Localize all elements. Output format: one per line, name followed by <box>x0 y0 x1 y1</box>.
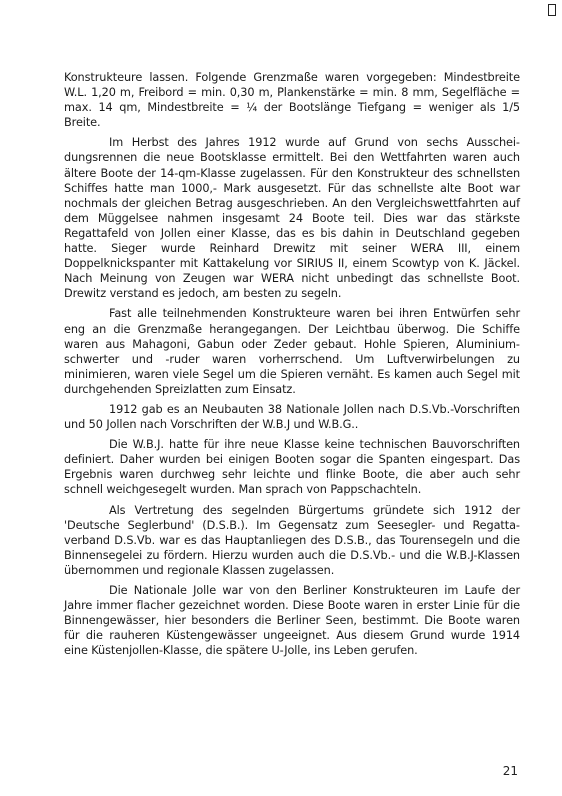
paragraph-3: Fast alle teilnehmenden Konstrukteure waren bei ihren Entwürfen sehr eng an die Grenzmaße herangegangen. Der Leichtbau überwog. Die Schiffe waren aus Mahagoni, Gabun oder Zeder gebaut. Hohle Spieren, Aluminiumschwerter und -ruder waren vorherrschend. Um Luftverwirbelungen zu minimieren, waren viele Segel um die Spieren vernäht. Es kamen auch Segel mit durchgehenden Spreizlatten zum Einsatz. <box>64 307 520 396</box>
page-number: 21 <box>502 764 518 778</box>
paragraph-7: Die Nationale Jolle war von den Berliner Konstrukteuren im Laufe der Jahre immer flacher gezeichnet worden. Diese Boote waren in erster Linie für die Binnengewässer, hier besonders die Berliner Seen, bestimmt. Die Boote waren für die rauheren Küstengewässer ungeeignet. Aus diesem Grund wurde 1914 eine Küstenjollen-Klasse, die spätere U-Jolle, ins Leben gerufen. <box>64 584 520 658</box>
scan-corner-mark <box>548 4 556 16</box>
paragraph-6: Als Vertretung des segelnden Bürgertums gründete sich 1912 der 'Deutsche Seglerbund' (D.S.B.). Im Gegensatz zum Seesegler- und Regattaverband D.S.Vb. war es das Hauptanliegen des D.S.B., das Tourensegeln und die Binnensegelei zu fördern. Hierzu wurden auch die D.S.Vb.- und die W.B.J-Klassen übernommen und regionale Klassen zugelassen. <box>64 503 520 577</box>
paragraph-4: 1912 gab es an Neubauten 38 Nationale Jollen nach D.S.Vb.-Vorschriften und 50 Jollen nach Vorschriften der W.B.J und W.B.G.. <box>64 402 520 432</box>
paragraph-5: Die W.B.J. hatte für ihre neue Klasse keine technischen Bauvorschriften definiert. Daher wurden bei einigen Booten sogar die Spanten eingespart. Das Ergebnis waren durchweg sehr leichte und flinke Boote, die aber auch sehr schnell weichgesegelt wurden. Man sprach von Pappschachteln. <box>64 438 520 497</box>
paragraph-1: Konstrukteure lassen. Folgende Grenzmaße waren vorgegeben: Mindestbreite W.L. 1,20 m, Freibord = min. 0,30 m, Plankenstärke = min. 8 mm, Segelfläche = max. 14 qm, Mindestbreite = ¼ der Bootslänge Tiefgang = weniger als 1/5 Breite. <box>64 71 520 130</box>
body-text <box>64 70 520 663</box>
paragraph-2: Im Herbst des Jahres 1912 wurde auf Grund von sechs Ausscheidungsrennen die neue Bootsklasse ermittelt. Bei den Wettfahrten waren auch ältere Boote der 14-qm-Klasse zugelassen. Für den Konstrukteur des schnellsten Schiffes hatte man 1000,- Mark ausgesetzt. Für das schnellste alte Boot war nochmals der gleichen Betrag ausgeschrieben. An den Vergleichswettfahrten auf dem Müggelsee nahmen insgesamt 24 Boote teil. Dies war das stärkste Regattafeld von Jollen einer Klasse, das es bis dahin in Deutschland gegeben hatte. Sieger wurde Reinhard Drewitz mit seiner WERA III, einem Doppelknickspanter mit Kattakelung vor SIRIUS II, einem Scowtyp von K. Jäckel. Nach Meinung von Zeugen war WERA nicht unbedingt das schnellste Boot. Drewitz verstand es jedoch, am besten zu segeln. <box>64 136 520 301</box>
